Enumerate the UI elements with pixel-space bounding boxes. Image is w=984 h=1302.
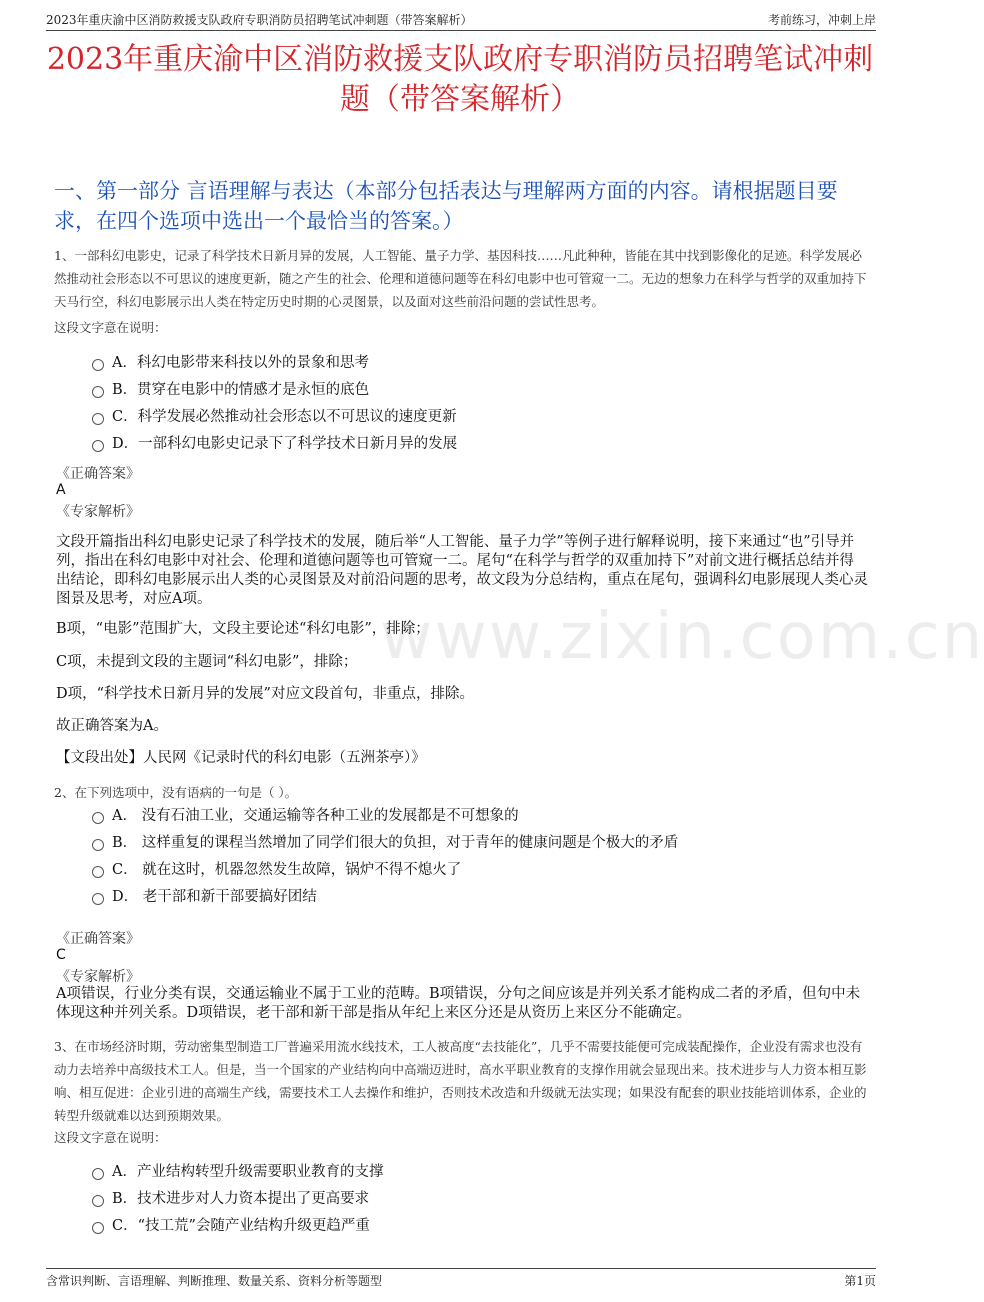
q2-answer-label: 《正确答案》 [56, 931, 140, 947]
q1-answer-label: 《正确答案》 [56, 466, 140, 482]
page-number: 第1页 [844, 1274, 876, 1288]
q1-option-d[interactable]: D．一部科幻电影史记录下了科学技术日新月异的发展 [92, 434, 457, 454]
q2-stem: 2、在下列选项中，没有语病的一句是（ ）。 [54, 785, 298, 800]
q2-analysis: A项错误，行业分类有误，交通运输业不属于工业的范畴。B项错误，分句之间应该是并列关系才能构成二者的矛盾，但句中未体现这种并列关系。D项错误，老干部和新干部是指从年纪上来区分还是从资历上来区分不能确定。 [56, 986, 861, 1021]
radio-icon[interactable] [92, 866, 104, 878]
radio-icon[interactable] [92, 812, 104, 824]
q1-analysis-b: B项，“电影”范围扩大，文段主要论述“科幻电影”，排除； [56, 621, 430, 637]
q1-analysis-main: 文段开篇指出科幻电影史记录了科学技术的发展，随后举“人工智能、量子力学”等例子进行解释说明，接下来通过“也”引导并列，指出在科幻电影中对社会、伦理和道德问题等也可管窥一二。尾句“在科学与哲学的双重加持下”对前文进行概括总结并得出结论，即科幻电影展示出人类的心灵图景及对前沿问题的思考，故文段为分总结构，重点在尾句，强调科幻电影展现人类心灵图景及思考，对应A项。 [56, 534, 868, 607]
page-header [46, 8, 876, 31]
q1-option-b[interactable]: B．贯穿在电影中的情感才是永恒的底色 [92, 380, 369, 400]
header-doc-title: 2023年重庆渝中区消防救援支队政府专职消防员招聘笔试冲刺题（带答案解析） [46, 13, 473, 27]
page-footer [46, 1268, 876, 1288]
q1-option-a[interactable]: A．科幻电影带来科技以外的景象和思考 [92, 353, 369, 373]
q1-analysis-c: C项，未提到文段的主题词“科幻电影”，排除； [56, 654, 358, 670]
q1-prompt: 这段文字意在说明： [54, 320, 167, 335]
radio-icon[interactable] [92, 839, 104, 851]
q1-analysis-d: D项，“科学技术日新月异的发展”对应文段首句，非重点，排除。 [56, 686, 474, 702]
q2-option-a[interactable]: A． 没有石油工业，交通运输等各种工业的发展都是不可想象的 [92, 806, 519, 826]
radio-icon[interactable] [92, 1195, 104, 1207]
radio-icon[interactable] [92, 1168, 104, 1180]
radio-icon[interactable] [92, 413, 104, 425]
q1-option-c[interactable]: C．科学发展必然推动社会形态以不可思议的速度更新 [92, 407, 457, 427]
radio-icon[interactable] [92, 1222, 104, 1234]
q1-conclusion: 故正确答案为A。 [56, 718, 168, 734]
radio-icon[interactable] [92, 893, 104, 905]
q1-analysis-label: 《专家解析》 [56, 504, 140, 520]
q3-option-b[interactable]: B．技术进步对人力资本提出了更高要求 [92, 1189, 369, 1209]
footer-topics: 含常识判断、言语理解、判断推理、数量关系、资料分析等题型 [46, 1274, 383, 1288]
section-heading: 一、第一部分 言语理解与表达（本部分包括表达与理解两方面的内容。请根据题目要求，在四个选项中选出一个最恰当的答案。） [54, 179, 838, 233]
q2-option-c[interactable]: C． 就在这时，机器忽然发生故障，锅炉不得不熄火了 [92, 860, 461, 880]
header-slogan: 考前练习，冲刺上岸 [767, 13, 876, 27]
q1-source: 【文段出处】人民网《记录时代的科幻电影（五洲茶亭）》 [56, 750, 426, 766]
q2-option-d[interactable]: D． 老干部和新干部要搞好团结 [92, 887, 317, 907]
radio-icon[interactable] [92, 440, 104, 452]
watermark: www.zixin.com.cn [380, 600, 984, 674]
q2-option-b[interactable]: B． 这样重复的课程当然增加了同学们很大的负担，对于青年的健康问题是个极大的矛盾 [92, 833, 678, 853]
page-title: 2023年重庆渝中区消防救援支队政府专职消防员招聘笔试冲刺题（带答案解析） [46, 42, 874, 117]
q3-option-c[interactable]: C．“技工荒”会随产业结构升级更趋严重 [92, 1216, 370, 1236]
q3-prompt: 这段文字意在说明： [54, 1130, 167, 1145]
q3-stem: 3、在市场经济时期，劳动密集型制造工厂普遍采用流水线技术，工人被高度“去技能化”，几乎不需要技能便可完成装配操作，企业没有需求也没有动力去培养中高级技术工人。但是，当一个国家的产业结构向中高端迈进时，高水平职业教育的支撑作用就会显现出来。技术进步与人力资本相互影响、相互促进：企业引进的高端生产线，需要技术工人去操作和维护，否则技术改造和升级就无法实现；如果没有配套的职业技能培训体系，企业的转型升级就难以达到预期效果。 [54, 1039, 867, 1123]
q2-answer: C [56, 947, 66, 963]
q3-option-a[interactable]: A．产业结构转型升级需要职业教育的支撑 [92, 1162, 383, 1182]
radio-icon[interactable] [92, 359, 104, 371]
q1-stem: 1、一部科幻电影史，记录了科学技术日新月异的发展，人工智能、量子力学、基因科技……凡此种种，皆能在其中找到影像化的足迹。科学发展必然推动社会形态以不可思议的速度更新，随之产生的社会、伦理和道德问题等在科幻电影中也可管窥一二。无边的想象力在科学与哲学的双重加持下天马行空，科幻电影展示出人类在特定历史时期的心灵图景，以及面对这些前沿问题的尝试性思考。 [54, 248, 867, 309]
q2-analysis-label: 《专家解析》 [56, 969, 140, 985]
radio-icon[interactable] [92, 386, 104, 398]
q1-answer: A [56, 482, 66, 498]
